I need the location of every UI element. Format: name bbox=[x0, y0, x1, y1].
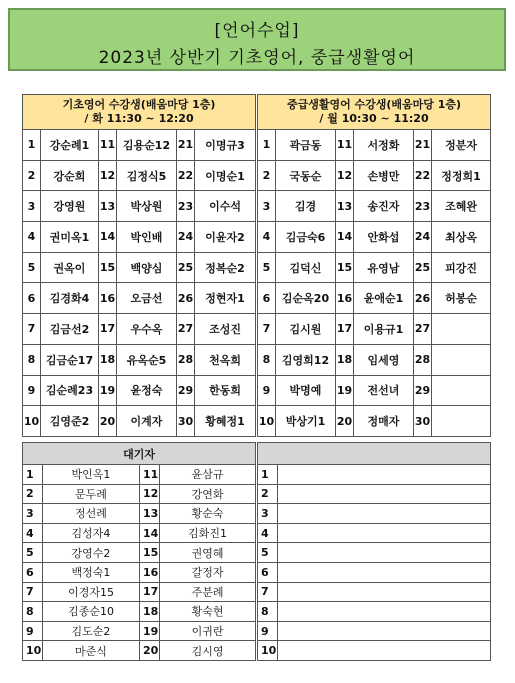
student-number: 12 bbox=[99, 160, 117, 191]
waitlist-number: 20 bbox=[140, 641, 160, 661]
student-name: 강영원 bbox=[41, 191, 99, 222]
student-number: 13 bbox=[336, 191, 354, 222]
waitlist-number: 6 bbox=[23, 562, 43, 582]
waitlist-name-empty bbox=[278, 582, 491, 602]
student-name: 정현자1 bbox=[195, 283, 256, 314]
student-number: 3 bbox=[258, 191, 276, 222]
student-number: 24 bbox=[414, 222, 432, 253]
title-line-2: 2023년 상반기 기초영어, 중급생활영어 bbox=[98, 48, 416, 68]
waitlist-number: 7 bbox=[23, 582, 43, 602]
waitlist-name: 권영혜 bbox=[160, 543, 256, 563]
waitlist-name: 김종순10 bbox=[43, 602, 140, 622]
student-name: 백양심 bbox=[117, 252, 177, 283]
table-row bbox=[23, 641, 256, 661]
waitlist-number: 1 bbox=[258, 465, 278, 485]
student-number: 3 bbox=[23, 191, 41, 222]
table-row bbox=[23, 160, 256, 191]
student-number: 23 bbox=[177, 191, 195, 222]
student-name: 손병만 bbox=[354, 160, 414, 191]
student-name: 국동순 bbox=[276, 160, 336, 191]
waitlist-name-empty bbox=[278, 465, 491, 485]
waitlist-number: 4 bbox=[258, 523, 278, 543]
table-row bbox=[23, 344, 256, 375]
student-number: 1 bbox=[258, 130, 276, 161]
waitlist-number: 8 bbox=[23, 602, 43, 622]
student-name: 서정화 bbox=[354, 130, 414, 161]
student-name: 최상옥 bbox=[432, 222, 491, 253]
waitlist-name: 김성자4 bbox=[43, 523, 140, 543]
student-number: 5 bbox=[258, 252, 276, 283]
student-number: 21 bbox=[177, 130, 195, 161]
waitlist-number: 9 bbox=[23, 621, 43, 641]
table-row bbox=[258, 344, 491, 375]
student-number: 6 bbox=[258, 283, 276, 314]
student-number: 11 bbox=[336, 130, 354, 161]
student-number: 27 bbox=[414, 314, 432, 345]
student-number: 23 bbox=[414, 191, 432, 222]
student-name: 우수옥 bbox=[117, 314, 177, 345]
waitlist-number: 6 bbox=[258, 562, 278, 582]
student-number: 18 bbox=[99, 344, 117, 375]
table-row bbox=[23, 130, 256, 161]
table-row bbox=[258, 621, 491, 641]
student-name: 김용순12 bbox=[117, 130, 177, 161]
waitlist-name: 갈정자 bbox=[160, 562, 256, 582]
basic-english-header-line-1: 기초영어 수강생(배움마당 1층) bbox=[62, 98, 216, 111]
waitlist-number: 2 bbox=[23, 484, 43, 504]
waitlist-number: 12 bbox=[140, 484, 160, 504]
student-name: 이윤자2 bbox=[195, 222, 256, 253]
student-name: 허봉순 bbox=[432, 283, 491, 314]
student-name: 한동희 bbox=[195, 375, 256, 406]
student-number: 4 bbox=[258, 222, 276, 253]
waitlist-number: 4 bbox=[23, 523, 43, 543]
student-number: 28 bbox=[414, 344, 432, 375]
waitlist-number: 5 bbox=[258, 543, 278, 563]
student-number: 2 bbox=[23, 160, 41, 191]
waitlist-number: 7 bbox=[258, 582, 278, 602]
student-number: 21 bbox=[414, 130, 432, 161]
student-number: 13 bbox=[99, 191, 117, 222]
intermediate-english-header-line-1: 중급생활영어 수강생(배움마당 1층) bbox=[286, 98, 462, 111]
student-number: 22 bbox=[177, 160, 195, 191]
waitlist-number: 3 bbox=[258, 504, 278, 524]
student-number: 9 bbox=[258, 375, 276, 406]
student-number: 1 bbox=[23, 130, 41, 161]
table-row bbox=[258, 222, 491, 253]
student-name: 안화섭 bbox=[354, 222, 414, 253]
student-number: 25 bbox=[414, 252, 432, 283]
waitlist-number: 18 bbox=[140, 602, 160, 622]
waitlist-number: 1 bbox=[23, 465, 43, 485]
table-row bbox=[23, 375, 256, 406]
table-row bbox=[23, 621, 256, 641]
table-row bbox=[258, 191, 491, 222]
waitlist-name-empty bbox=[278, 621, 491, 641]
student-name: 조성진 bbox=[195, 314, 256, 345]
student-name: 박상원 bbox=[117, 191, 177, 222]
table-row bbox=[258, 523, 491, 543]
table-row bbox=[23, 602, 256, 622]
student-name: 오금선 bbox=[117, 283, 177, 314]
student-name: 김영준2 bbox=[41, 406, 99, 437]
table-row bbox=[23, 406, 256, 437]
student-name: 정매자 bbox=[354, 406, 414, 437]
student-number: 17 bbox=[99, 314, 117, 345]
student-number: 12 bbox=[336, 160, 354, 191]
student-name: 권미옥1 bbox=[41, 222, 99, 253]
student-number: 28 bbox=[177, 344, 195, 375]
waitlist-name: 황숙현 bbox=[160, 602, 256, 622]
student-number: 5 bbox=[23, 252, 41, 283]
table-row bbox=[258, 406, 491, 437]
student-number: 4 bbox=[23, 222, 41, 253]
student-name: 김덕신 bbox=[276, 252, 336, 283]
table-row bbox=[23, 252, 256, 283]
student-name: 박명예 bbox=[276, 375, 336, 406]
title-line-1: [언어수업] bbox=[214, 21, 300, 41]
student-number: 30 bbox=[414, 406, 432, 437]
student-number: 26 bbox=[177, 283, 195, 314]
student-name: 김영희12 bbox=[276, 344, 336, 375]
waitlist-number: 13 bbox=[140, 504, 160, 524]
waitlist-name: 백정숙1 bbox=[43, 562, 140, 582]
table-row bbox=[258, 465, 491, 485]
student-number: 9 bbox=[23, 375, 41, 406]
student-number: 11 bbox=[99, 130, 117, 161]
table-row bbox=[258, 314, 491, 345]
table-row bbox=[23, 465, 256, 485]
waitlist-name: 김시영 bbox=[160, 641, 256, 661]
student-number: 19 bbox=[336, 375, 354, 406]
waitlist-header: 대기자 bbox=[23, 443, 256, 465]
student-number: 15 bbox=[336, 252, 354, 283]
waitlist-number: 19 bbox=[140, 621, 160, 641]
student-name: 유영남 bbox=[354, 252, 414, 283]
student-number: 19 bbox=[99, 375, 117, 406]
waitlist-name: 윤삼규 bbox=[160, 465, 256, 485]
student-name: 윤정숙 bbox=[117, 375, 177, 406]
student-name: 이수석 bbox=[195, 191, 256, 222]
waitlist-number: 14 bbox=[140, 523, 160, 543]
student-name: 정복순2 bbox=[195, 252, 256, 283]
waitlist-name: 이경자15 bbox=[43, 582, 140, 602]
table-row bbox=[23, 314, 256, 345]
student-name: 유옥순5 bbox=[117, 344, 177, 375]
table-row bbox=[258, 252, 491, 283]
student-number: 29 bbox=[414, 375, 432, 406]
student-name bbox=[432, 375, 491, 406]
student-number: 22 bbox=[414, 160, 432, 191]
waitlist-number: 16 bbox=[140, 562, 160, 582]
student-number: 7 bbox=[23, 314, 41, 345]
student-name: 김금순17 bbox=[41, 344, 99, 375]
student-number: 7 bbox=[258, 314, 276, 345]
student-name: 강순희 bbox=[41, 160, 99, 191]
waitlist-name-empty bbox=[278, 543, 491, 563]
waitlist-name: 김화진1 bbox=[160, 523, 256, 543]
intermediate-english-waitlist bbox=[257, 442, 491, 661]
student-name: 피강진 bbox=[432, 252, 491, 283]
student-number: 8 bbox=[258, 344, 276, 375]
student-name: 곽금동 bbox=[276, 130, 336, 161]
intermediate-english-header bbox=[258, 95, 491, 130]
basic-english-roster bbox=[22, 94, 256, 437]
waitlist-number: 10 bbox=[258, 641, 278, 661]
table-row bbox=[258, 543, 491, 563]
waitlist-name: 마준식 bbox=[43, 641, 140, 661]
intermediate-english-header-line-2: / 월 10:30 ~ 11:20 bbox=[319, 112, 429, 125]
basic-english-header bbox=[23, 95, 256, 130]
student-name: 김금선2 bbox=[41, 314, 99, 345]
table-row bbox=[258, 562, 491, 582]
table-row bbox=[258, 130, 491, 161]
student-name: 김경 bbox=[276, 191, 336, 222]
student-name: 임세영 bbox=[354, 344, 414, 375]
waitlist-name: 김도순2 bbox=[43, 621, 140, 641]
waitlist-number: 11 bbox=[140, 465, 160, 485]
student-number: 30 bbox=[177, 406, 195, 437]
waitlist-name-empty bbox=[278, 484, 491, 504]
student-number: 16 bbox=[99, 283, 117, 314]
student-name: 김순례23 bbox=[41, 375, 99, 406]
waitlist-name: 주분례 bbox=[160, 582, 256, 602]
student-name: 김순옥20 bbox=[276, 283, 336, 314]
table-row bbox=[258, 375, 491, 406]
table-row bbox=[258, 283, 491, 314]
waitlist-name-empty bbox=[278, 641, 491, 661]
student-number: 15 bbox=[99, 252, 117, 283]
table-row bbox=[23, 222, 256, 253]
waitlist-number: 3 bbox=[23, 504, 43, 524]
student-name bbox=[432, 406, 491, 437]
student-number: 10 bbox=[258, 406, 276, 437]
student-name: 강순례1 bbox=[41, 130, 99, 161]
intermediate-english-roster bbox=[257, 94, 491, 437]
student-name: 김경화4 bbox=[41, 283, 99, 314]
student-number: 6 bbox=[23, 283, 41, 314]
student-name: 이용규1 bbox=[354, 314, 414, 345]
student-number: 10 bbox=[23, 406, 41, 437]
student-number: 18 bbox=[336, 344, 354, 375]
student-name: 황혜정1 bbox=[195, 406, 256, 437]
waitlist-name-empty bbox=[278, 523, 491, 543]
table-row bbox=[23, 504, 256, 524]
table-row bbox=[23, 582, 256, 602]
student-number: 20 bbox=[336, 406, 354, 437]
student-number: 20 bbox=[99, 406, 117, 437]
basic-english-header-line-2: / 화 11:30 ~ 12:20 bbox=[84, 112, 194, 125]
student-name: 정분자 bbox=[432, 130, 491, 161]
waitlist-name: 이귀란 bbox=[160, 621, 256, 641]
table-row bbox=[258, 504, 491, 524]
waitlist-name-empty bbox=[278, 602, 491, 622]
waitlist-name-empty bbox=[278, 504, 491, 524]
student-name: 김정식5 bbox=[117, 160, 177, 191]
waitlist-number: 2 bbox=[258, 484, 278, 504]
waitlist-name: 강연화 bbox=[160, 484, 256, 504]
table-row bbox=[23, 523, 256, 543]
table-row bbox=[23, 191, 256, 222]
student-number: 2 bbox=[258, 160, 276, 191]
student-name bbox=[432, 344, 491, 375]
student-name: 이명규3 bbox=[195, 130, 256, 161]
waitlist-number: 8 bbox=[258, 602, 278, 622]
student-name: 송진자 bbox=[354, 191, 414, 222]
waitlist-name: 문두례 bbox=[43, 484, 140, 504]
student-number: 14 bbox=[336, 222, 354, 253]
student-name bbox=[432, 314, 491, 345]
basic-english-waitlist bbox=[22, 442, 256, 661]
student-number: 16 bbox=[336, 283, 354, 314]
table-row bbox=[258, 641, 491, 661]
student-name: 박인배 bbox=[117, 222, 177, 253]
student-number: 24 bbox=[177, 222, 195, 253]
table-row bbox=[23, 283, 256, 314]
waitlist-number: 5 bbox=[23, 543, 43, 563]
student-name: 전선녀 bbox=[354, 375, 414, 406]
student-name: 김금숙6 bbox=[276, 222, 336, 253]
table-row bbox=[258, 602, 491, 622]
student-number: 8 bbox=[23, 344, 41, 375]
student-number: 25 bbox=[177, 252, 195, 283]
waitlist-number: 10 bbox=[23, 641, 43, 661]
student-name: 박상기1 bbox=[276, 406, 336, 437]
student-number: 27 bbox=[177, 314, 195, 345]
waitlist-number: 17 bbox=[140, 582, 160, 602]
student-number: 29 bbox=[177, 375, 195, 406]
title-banner bbox=[8, 8, 506, 71]
table-row bbox=[258, 484, 491, 504]
student-name: 김시원 bbox=[276, 314, 336, 345]
student-name: 권옥이 bbox=[41, 252, 99, 283]
student-number: 14 bbox=[99, 222, 117, 253]
waitlist-name: 박인옥1 bbox=[43, 465, 140, 485]
table-row bbox=[258, 160, 491, 191]
student-name: 천옥희 bbox=[195, 344, 256, 375]
waitlist-name: 강영수2 bbox=[43, 543, 140, 563]
waitlist-name-empty bbox=[278, 562, 491, 582]
table-row bbox=[258, 582, 491, 602]
table-row bbox=[23, 562, 256, 582]
waitlist-number: 15 bbox=[140, 543, 160, 563]
student-number: 17 bbox=[336, 314, 354, 345]
table-row bbox=[23, 484, 256, 504]
waitlist-number: 9 bbox=[258, 621, 278, 641]
student-number: 26 bbox=[414, 283, 432, 314]
waitlist-name: 정선례 bbox=[43, 504, 140, 524]
student-name: 조혜완 bbox=[432, 191, 491, 222]
student-name: 윤애순1 bbox=[354, 283, 414, 314]
table-row bbox=[23, 543, 256, 563]
student-name: 이명순1 bbox=[195, 160, 256, 191]
student-name: 정정희1 bbox=[432, 160, 491, 191]
waitlist-header-intermediate bbox=[258, 443, 491, 465]
waitlist-name: 황순숙 bbox=[160, 504, 256, 524]
student-name: 이계자 bbox=[117, 406, 177, 437]
